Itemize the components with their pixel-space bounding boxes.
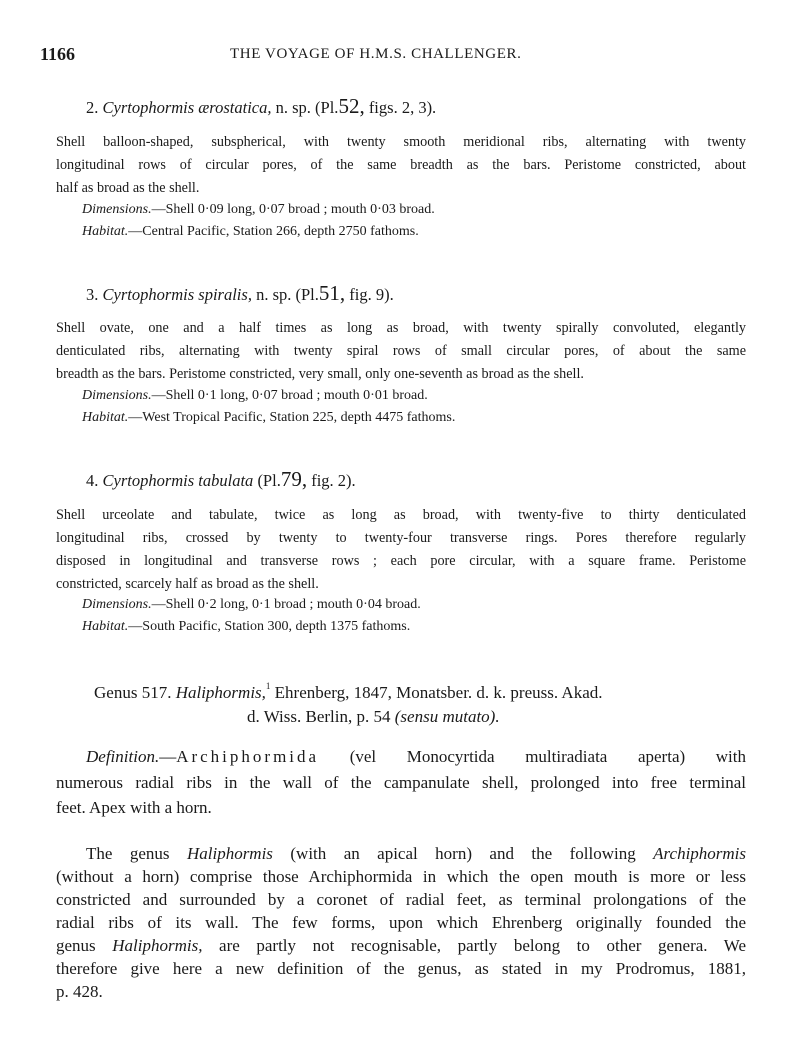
description-line: longitudinal ribs, crossed by twenty to twenty-four transverse rings. Pores therefore regularly <box>56 530 746 546</box>
paragraph-line: therefore give here a new definition of the genus, as stated in my Prodromus, 1881, <box>56 959 746 978</box>
species-name: Cyrtophormis ærostatica, <box>102 98 272 117</box>
genus-sensu: (sensu mutato). <box>394 707 500 726</box>
paragraph-line: p. 428. <box>56 982 103 1001</box>
definition-label: Definition. <box>86 747 160 766</box>
description-line: denticulated ribs, alternating with twenty spiral rows of small circular pores, of about the same <box>56 343 746 359</box>
habitat-label: Habitat. <box>82 619 129 634</box>
dimensions-text: —Shell 0·09 long, 0·07 broad ; mouth 0·03 broad. <box>151 202 435 217</box>
paragraph-line: (without a horn) comprise those Archiphormida in which the open mouth is more or less <box>56 867 746 886</box>
genus-name-italic: Archiphormis <box>653 844 747 863</box>
dimensions-label: Dimensions. <box>82 597 152 612</box>
definition-group: Archiphormida <box>176 747 320 766</box>
species-heading <box>86 94 436 119</box>
description-line: disposed in longitudinal and transverse rows ; each pore circular, with a square frame. Peristome <box>56 553 746 569</box>
description-line: Shell balloon-shaped, subspherical, with twenty smooth meridional ribs, alternating with twenty <box>56 134 746 150</box>
habitat-text: —West Tropical Pacific, Station 225, depth 4475 fathoms. <box>128 410 456 425</box>
genus-number: Genus 517. <box>94 683 172 702</box>
dimensions-label: Dimensions. <box>82 388 152 403</box>
habitat-line <box>82 224 419 240</box>
species-heading <box>86 281 394 306</box>
plate-prefix: (Pl. <box>295 285 319 304</box>
genus-name-italic: Haliphormis, <box>112 936 203 955</box>
plate-figures: figs. 2, 3). <box>368 98 437 117</box>
genus-name: Haliphormis, <box>175 683 266 702</box>
plate-prefix: (Pl. <box>257 471 281 490</box>
page-number: 1166 <box>40 44 76 64</box>
paragraph-line: constricted and surrounded by a coronet of radial feet, as terminal prolongations of the <box>56 890 746 909</box>
running-title: THE VOYAGE OF H.M.S. CHALLENGER. <box>230 46 522 62</box>
page-header <box>40 44 760 70</box>
description-line: longitudinal rows of circular pores, of the same breadth as the bars. Peristome constricted, about <box>56 157 746 173</box>
genus-heading <box>94 683 603 703</box>
description-line: constricted, scarcely half as broad as the shell. <box>56 576 319 592</box>
dimensions-line <box>82 388 428 404</box>
plate-number: 79, <box>280 467 308 491</box>
definition-text: (vel Monocyrtida multiradiata aperta) with <box>349 747 747 766</box>
dimensions-line <box>82 202 435 218</box>
genus-heading-continued <box>247 707 500 727</box>
habitat-line <box>82 619 410 635</box>
habitat-label: Habitat. <box>82 224 129 239</box>
description-line: half as broad as the shell. <box>56 180 200 196</box>
dimensions-text: —Shell 0·2 long, 0·1 broad ; mouth 0·04 broad. <box>151 597 421 612</box>
description-line: Shell ovate, one and a half times as long as broad, with twenty spirally convoluted, elegantly <box>56 320 746 336</box>
habitat-text: —Central Pacific, Station 266, depth 2750 fathoms. <box>128 224 419 239</box>
plate-number: 51, <box>318 281 346 305</box>
genus-citation: Ehrenberg, 1847, Monatsber. d. k. preuss. Akad. <box>274 683 603 702</box>
paragraph-line: The genus Haliphormis (with an apical horn) and the following Archiphormis <box>86 844 747 863</box>
species-number: 2. <box>86 98 99 117</box>
species-author: n. sp. <box>256 285 292 304</box>
species-number: 3. <box>86 285 99 304</box>
genus-citation-continued: d. Wiss. Berlin, p. 54 <box>247 707 391 726</box>
definition-line: feet. Apex with a horn. <box>56 798 212 817</box>
habitat-line <box>82 410 455 426</box>
habitat-label: Habitat. <box>82 410 129 425</box>
dimensions-label: Dimensions. <box>82 202 152 217</box>
species-name: Cyrtophormis spiralis, <box>102 285 252 304</box>
species-heading <box>86 467 356 492</box>
dimensions-text: —Shell 0·1 long, 0·07 broad ; mouth 0·01 broad. <box>151 388 428 403</box>
paragraph-line: radial ribs of its wall. The few forms, upon which Ehrenberg originally founded the <box>56 913 746 932</box>
description-line: Shell urceolate and tabulate, twice as long as broad, with twenty-five to thirty denticulated <box>56 507 746 523</box>
plate-prefix: (Pl. <box>315 98 339 117</box>
description-line: breadth as the bars. Peristome constricted, very small, only one-seventh as broad as the shell. <box>56 366 584 382</box>
dimensions-line <box>82 597 421 613</box>
paragraph-line: genus Haliphormis, are partly not recognisable, partly belong to other genera. We <box>56 936 747 955</box>
species-name: Cyrtophormis tabulata <box>102 471 254 490</box>
species-author: n. sp. <box>275 98 311 117</box>
definition-line: numerous radial ribs in the wall of the campanulate shell, prolonged into free terminal <box>56 773 746 792</box>
definition-line: Definition.—Archiphormida (vel Monocyrtida multiradiata aperta) with <box>86 747 747 766</box>
plate-figures: fig. 9). <box>349 285 394 304</box>
plate-figures: fig. 2). <box>311 471 356 490</box>
species-number: 4. <box>86 471 99 490</box>
plate-number: 52, <box>338 94 365 118</box>
habitat-text: —South Pacific, Station 300, depth 1375 fathoms. <box>128 619 411 634</box>
footnote-marker: 1 <box>265 681 271 691</box>
genus-name-italic: Haliphormis <box>186 844 273 863</box>
